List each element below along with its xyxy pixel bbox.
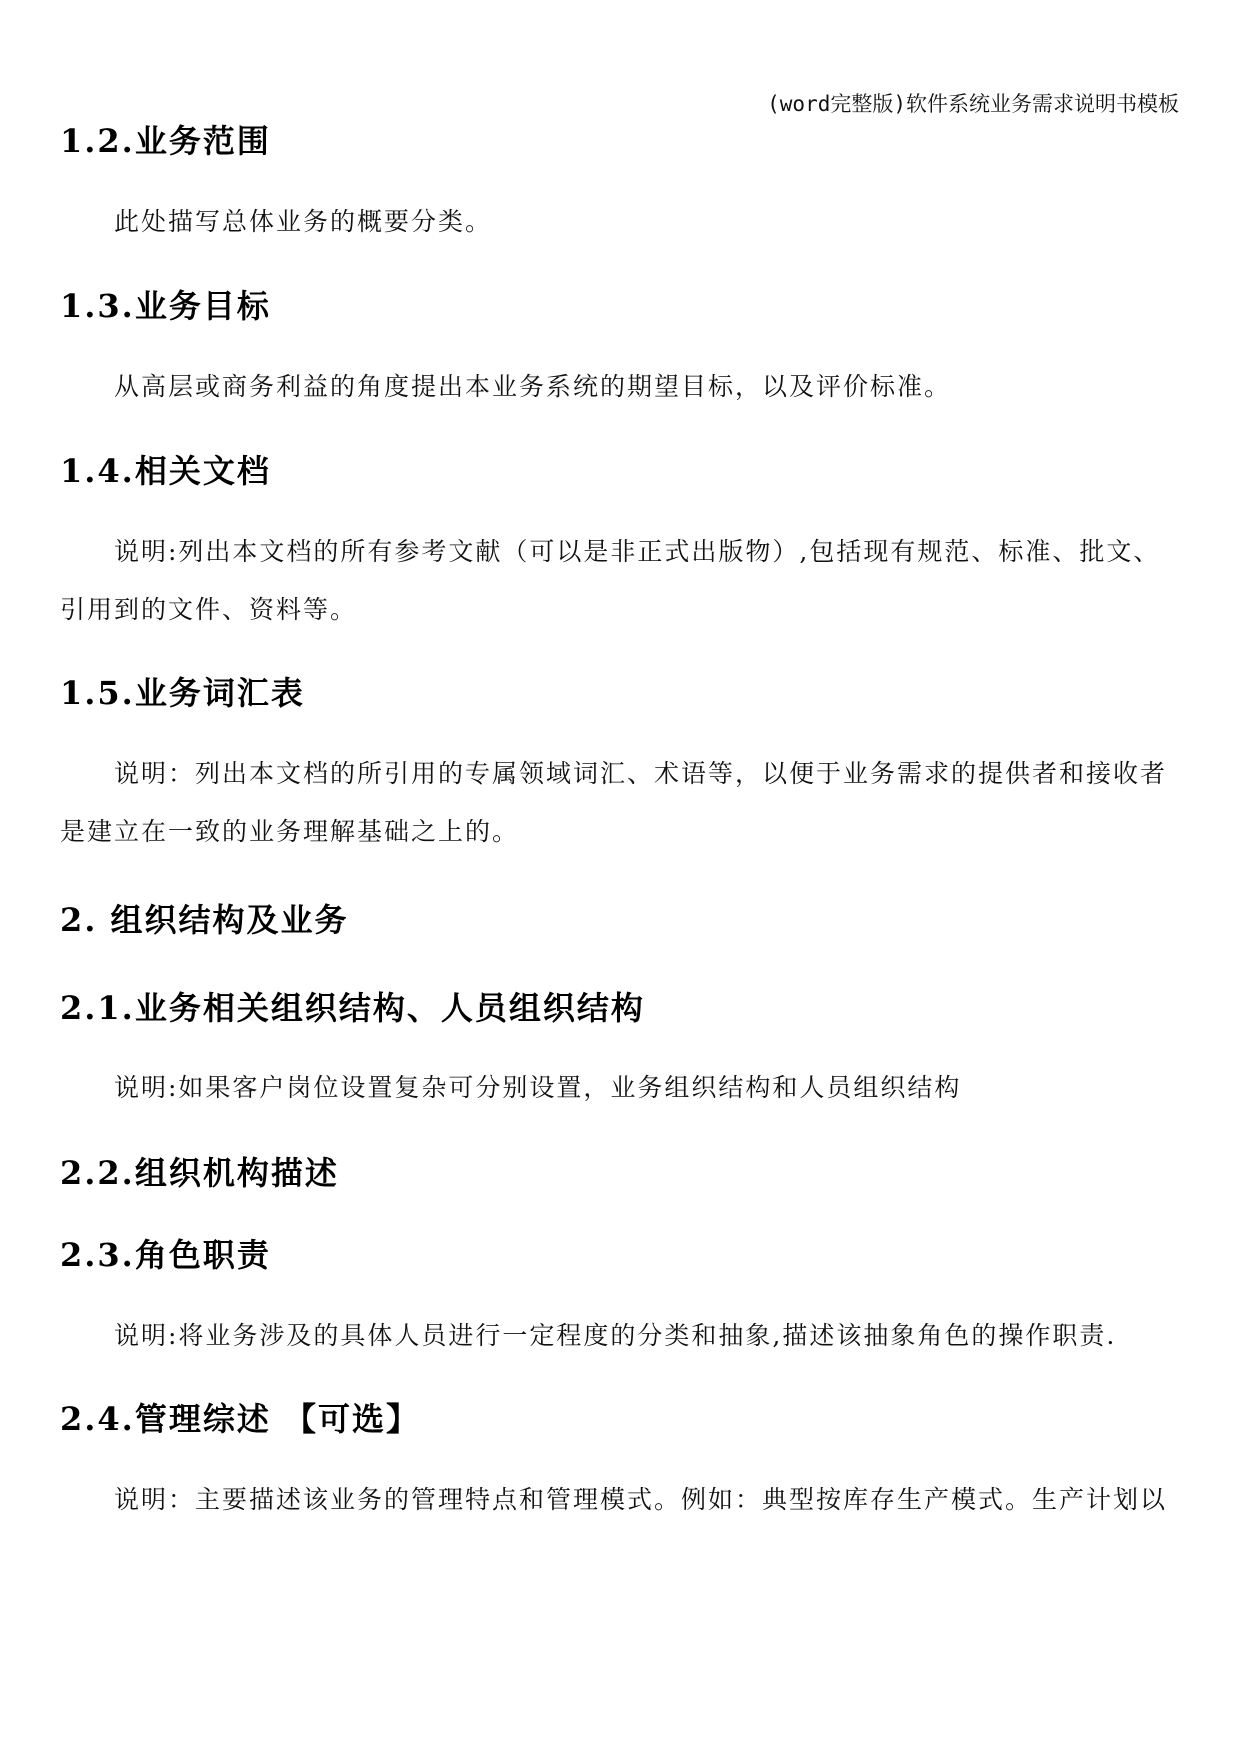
heading-2-4: 2.4.管理综述 【可选】 [60, 1400, 420, 1438]
paragraph-1-4-line1: 说明:列出本文档的所有参考文献（可以是非正式出版物）,包括现有规范、标准、批文、 [114, 537, 1161, 566]
paragraph-1-2: 此处描写总体业务的概要分类。 [114, 207, 493, 236]
running-header: (word完整版)软件系统业务需求说明书模板 [767, 92, 1179, 116]
heading-1-3: 1.3.业务目标 [60, 287, 271, 325]
paragraph-2-1: 说明:如果客户岗位设置复杂可分别设置，业务组织结构和人员组织结构 [114, 1073, 962, 1102]
heading-2: 2. 组织结构及业务 [60, 901, 349, 939]
heading-2-2: 2.2.组织机构描述 [60, 1154, 339, 1192]
paragraph-2-3: 说明:将业务涉及的具体人员进行一定程度的分类和抽象,描述该抽象角色的操作职责. [114, 1321, 1117, 1350]
heading-1-2: 1.2.业务范围 [60, 122, 271, 160]
paragraph-1-5-line1: 说明：列出本文档的所引用的专属领域词汇、术语等，以便于业务需求的提供者和接收者 [114, 759, 1168, 788]
heading-2-1: 2.1.业务相关组织结构、人员组织结构 [60, 989, 645, 1027]
paragraph-1-5-line2: 是建立在一致的业务理解基础之上的。 [60, 817, 520, 846]
heading-2-3: 2.3.角色职责 [60, 1236, 271, 1274]
paragraph-1-4-line2: 引用到的文件、资料等。 [60, 595, 358, 624]
heading-1-5: 1.5.业务词汇表 [60, 674, 305, 712]
paragraph-1-3: 从高层或商务利益的角度提出本业务系统的期望目标，以及评价标准。 [114, 372, 952, 401]
heading-1-4: 1.4.相关文档 [60, 452, 271, 490]
paragraph-2-4: 说明：主要描述该业务的管理特点和管理模式。例如：典型按库存生产模式。生产计划以 [114, 1485, 1168, 1514]
